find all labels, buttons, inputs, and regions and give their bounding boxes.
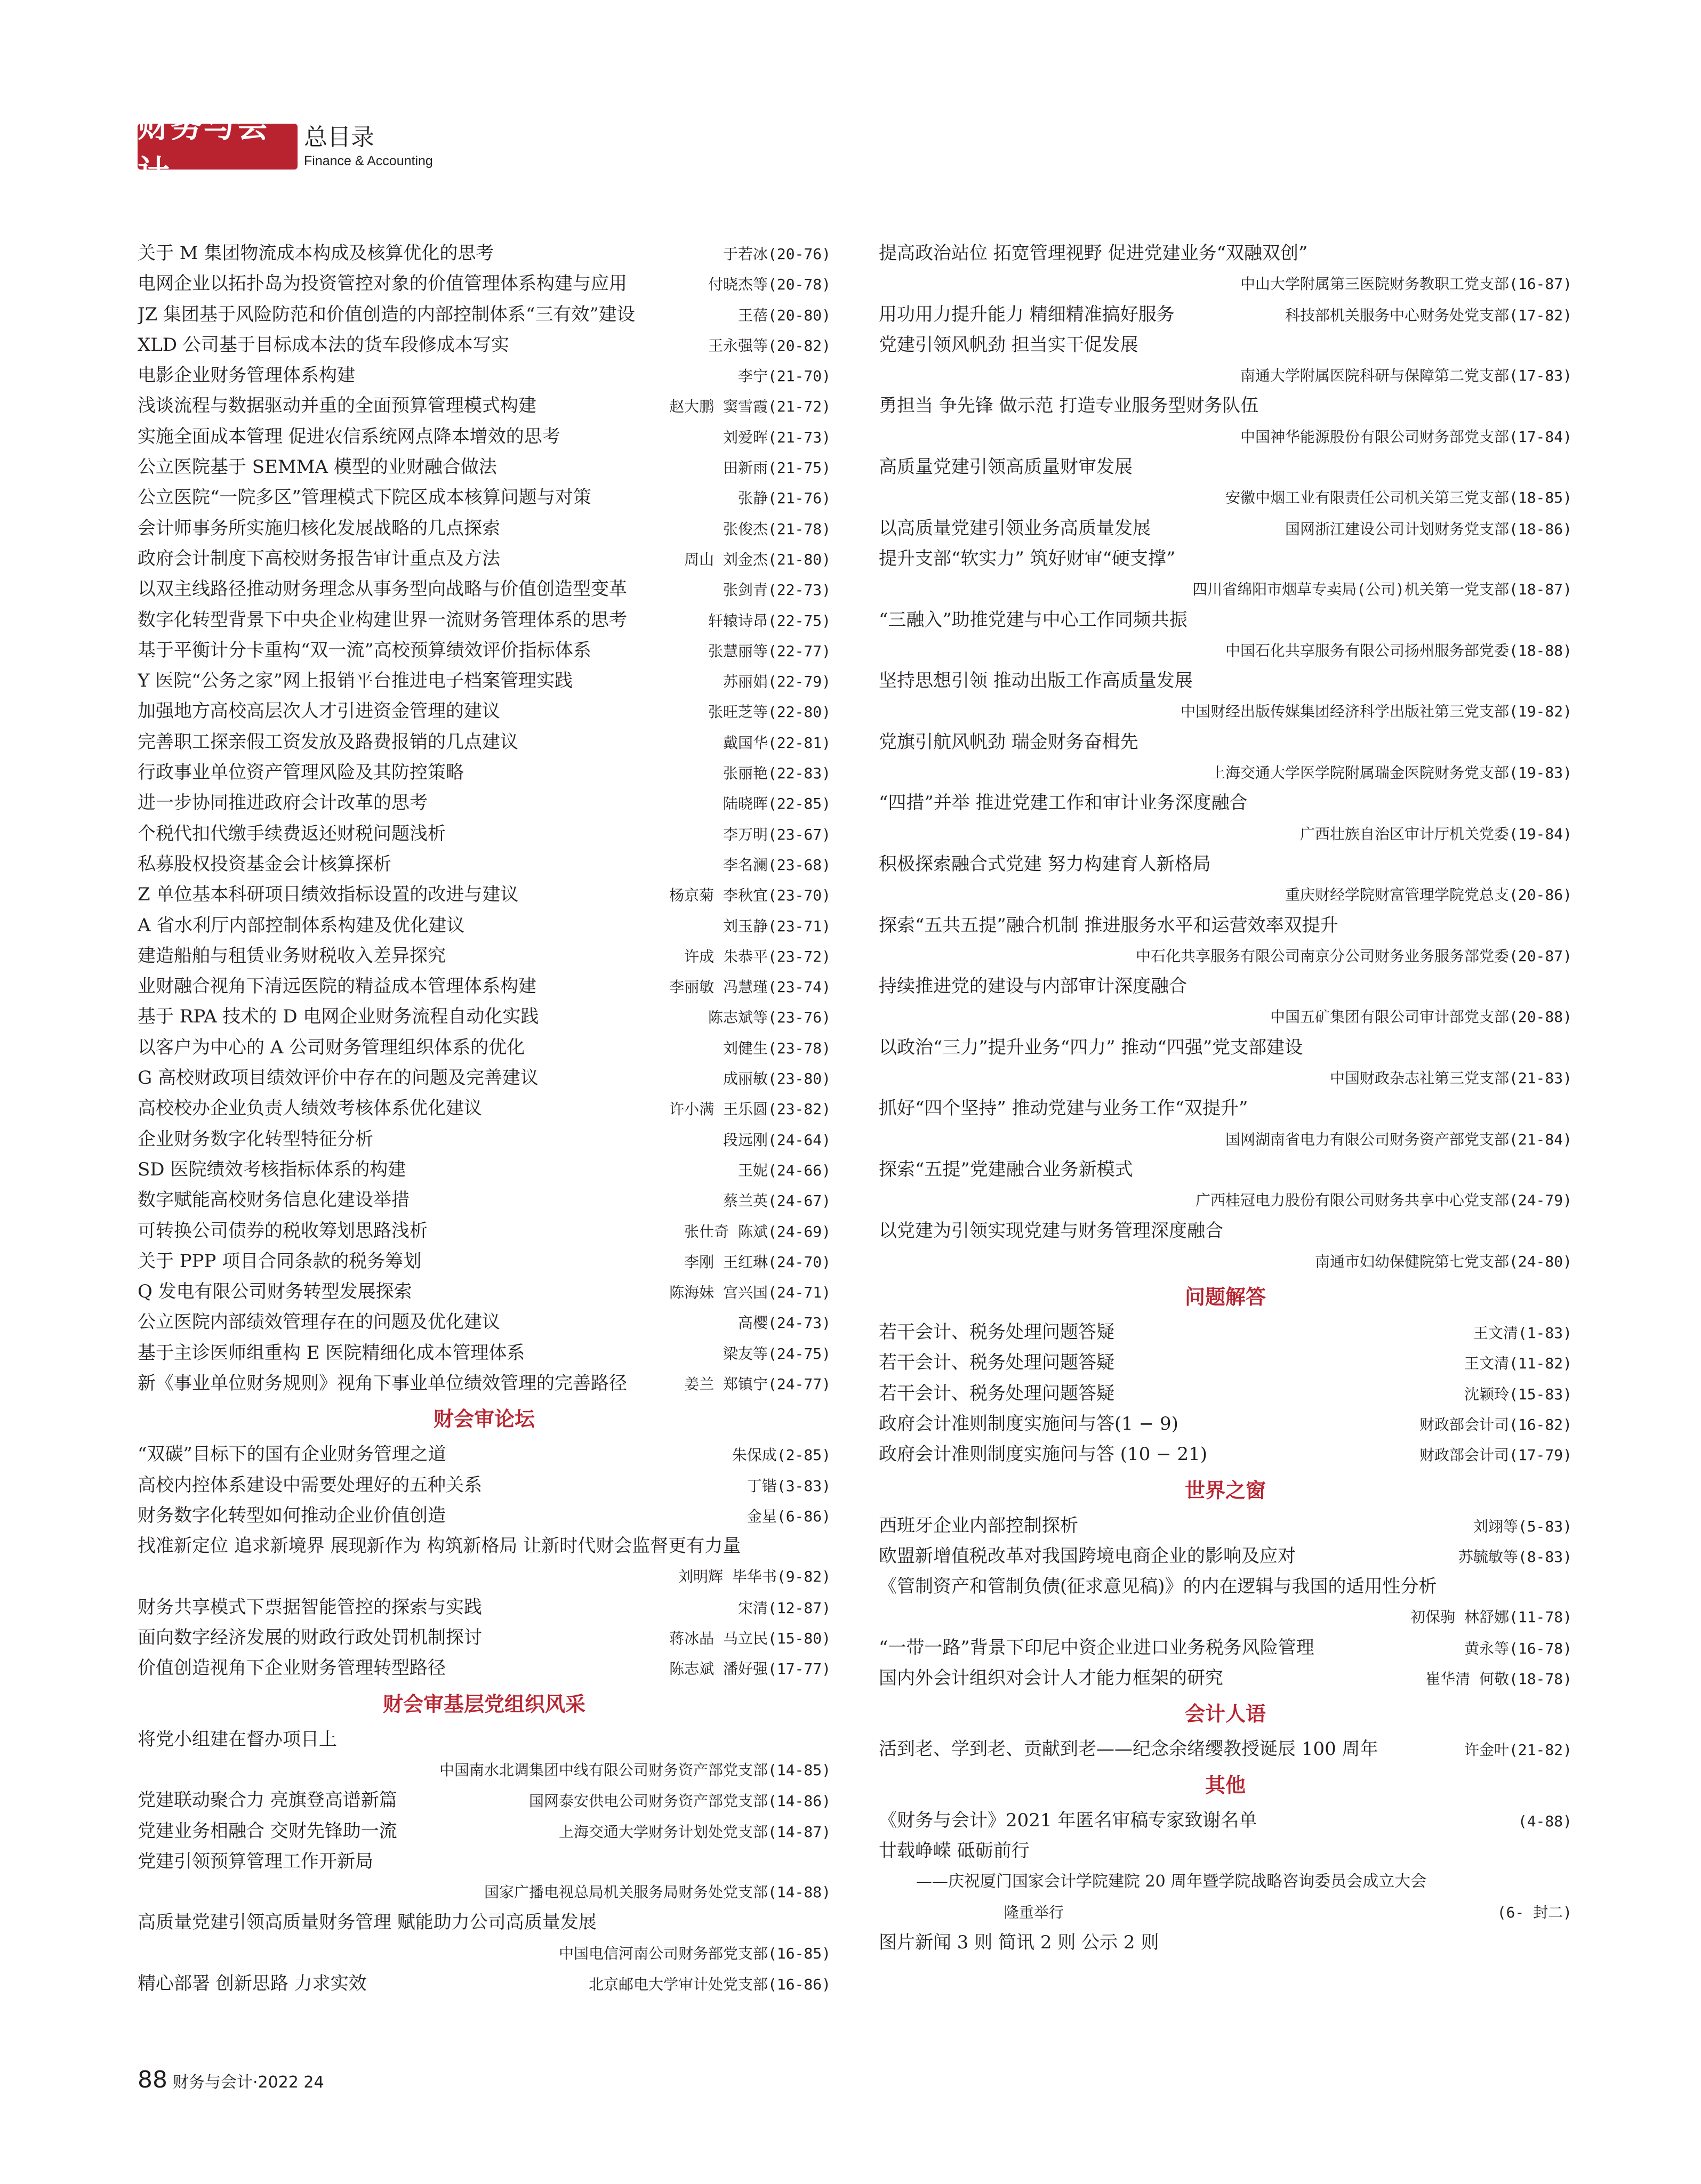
toc-entry (879, 910, 1572, 972)
toc-entry (879, 727, 1572, 788)
entry-title: Q 发电有限公司财务转型发展探索 (138, 1281, 412, 1303)
entry-title: 将党小组建在督办项目上 (138, 1728, 337, 1750)
toc-entry (138, 1277, 831, 1307)
entry-title: 以高质量党建引领业务高质量发展 (879, 517, 1151, 539)
entry-author: 中国电信河南公司财务部党支部(16-85) (558, 1944, 831, 1962)
entry-title: 数字化转型背景下中央企业构建世界一流财务管理体系的思考 (138, 609, 627, 631)
entry-title: SD 医院绩效考核指标体系的构建 (138, 1158, 406, 1180)
entry-title: 私募股权投资基金会计核算探析 (138, 853, 391, 875)
entry-author: 陆晓晖(22-85) (723, 795, 831, 813)
entry-author: 黄永等(16-78) (1464, 1639, 1572, 1657)
entry-author: 中石化共享服务有限公司南京分公司财务业务服务部党委(20-87) (1135, 947, 1572, 965)
entry-title: 价值创造视角下企业财务管理转型路径 (138, 1657, 446, 1679)
toc-entry (879, 1663, 1572, 1694)
toc-entry (879, 1409, 1572, 1439)
toc-entry (879, 1033, 1572, 1094)
entry-author: 戴国华(22-81) (723, 734, 831, 752)
toc-entry (138, 1155, 831, 1185)
entry-author: 王文清(1-83) (1473, 1324, 1572, 1342)
entry-title: 以政治“三力”提升业务“四力” 推动“四强”党支部建设 (879, 1036, 1303, 1058)
entry-title: 《财务与会计》2021 年匿名审稿专家致谢名单 (879, 1809, 1257, 1831)
entry-author: 陈海妹 宫兴国(24-71) (669, 1284, 831, 1302)
entry-title: 精心部署 创新思路 力求实效 (138, 1973, 367, 1995)
toc-entry (879, 1348, 1572, 1378)
entry-author: 国网泰安供电公司财务资产部党支部(14-86) (528, 1792, 831, 1810)
toc-entry (138, 1185, 831, 1215)
toc-entry (879, 1093, 1572, 1155)
toc-entry (138, 1785, 831, 1816)
entry-author: 科技部机关服务中心财务处党支部(17-82) (1285, 306, 1572, 324)
entry-title: 以党建为引领实现党建与财务管理深度融合 (879, 1220, 1223, 1242)
entry-author: 高樱(24-73) (737, 1314, 831, 1332)
entry-title: 加强地方高校高层次人才引进资金管理的建议 (138, 700, 500, 722)
entry-author: 财政部会计司(17-79) (1419, 1446, 1572, 1464)
section-heading: 其他 (1205, 1773, 1246, 1797)
toc-entry (138, 1907, 831, 1969)
entry-author: 沈颖玲(15-83) (1464, 1385, 1572, 1403)
entry-author: 轩辕诗昂(22-75) (708, 611, 831, 630)
entry-author: 上海交通大学财务计划处党支部(14-87) (558, 1823, 831, 1841)
toc-entry (138, 1847, 831, 1908)
entry-title: 关于 PPP 项目合同条款的税务筹划 (138, 1250, 422, 1272)
entry-author: 李宁(21-70) (737, 367, 831, 385)
entry-title: “三融入”助推党建与中心工作同频共振 (879, 609, 1188, 631)
toc-entry (138, 482, 831, 513)
toc-entry (138, 696, 831, 727)
entry-title: 企业财务数字化转型特征分析 (138, 1128, 373, 1150)
entry-title: 勇担当 争先锋 做示范 打造专业服务型财务队伍 (879, 395, 1259, 417)
section-heading: 财会审论坛 (433, 1407, 535, 1431)
entry-author: 南通大学附属医院科研与保障第二党支部(17-83) (1240, 367, 1572, 385)
entry-title: 高校校办企业负责人绩效考核体系优化建议 (138, 1098, 482, 1119)
toc-entry (138, 1592, 831, 1623)
entry-title: 用功用力提升能力 精细精准搞好服务 (879, 303, 1175, 325)
entry-title: “四措”并举 推进党建工作和审计业务深度融合 (879, 792, 1248, 814)
entry-title: 政府会计准则制度实施问与答(1 − 9) (879, 1413, 1178, 1434)
entry-author: 成丽敏(23-80) (723, 1070, 831, 1088)
entry-title: 党建业务相融合 交财先锋助一流 (138, 1820, 397, 1842)
entry-author: 四川省绵阳市烟草专卖局(公司)机关第一党支部(18-87) (1192, 581, 1572, 599)
entry-author: 陈志斌 潘好强(17-77) (669, 1660, 831, 1678)
journal-logo: 财务与会计 (138, 124, 298, 170)
entry-subtitle-row (879, 1897, 1572, 1928)
toc-entry (138, 238, 831, 269)
entry-author: 杨京菊 李秋宜(23-70) (669, 887, 831, 905)
entry-author: 广西壮族自治区审计厅机关党委(19-84) (1299, 825, 1572, 843)
entry-author: 姜兰 郑镇宁(24-77) (684, 1375, 831, 1393)
entry-title: 公立医院“一院多区”管理模式下院区成本核算问题与对策 (138, 487, 591, 509)
entry-author: 张丽艳(22-83) (723, 764, 831, 783)
entry-title: Y 医院“公务之家”网上报销平台推进电子档案管理实践 (138, 670, 573, 692)
toc-entry (138, 1969, 831, 1999)
entry-subtitle-tail: 隆重举行 (1004, 1903, 1064, 1921)
entry-author: 段远刚(24-64) (723, 1131, 831, 1149)
section-heading: 问题解答 (1184, 1285, 1266, 1309)
left-column (138, 238, 831, 1999)
entry-subtitle: ——庆祝厦门国家会计学院建院 20 周年暨学院战略咨询委员会成立大会 (916, 1872, 1427, 1891)
entry-title: 电影企业财务管理体系构建 (138, 365, 355, 386)
entry-title: XLD 公司基于目标成本法的货车段修成本写实 (138, 334, 509, 356)
entry-author: 周山 刘金杰(21-80) (684, 550, 831, 568)
toc-entry (138, 269, 831, 299)
entry-title: 政府会计准则制度实施问与答 (10 − 21) (879, 1444, 1207, 1465)
entry-title: Z 单位基本科研项目绩效指标设置的改进与建议 (138, 884, 519, 906)
toc-entry (138, 1063, 831, 1093)
toc-entry (138, 1124, 831, 1155)
toc-entry (879, 1439, 1572, 1470)
entry-title: 若干会计、税务处理问题答疑 (879, 1382, 1114, 1404)
entry-title: 图片新闻 3 则 简讯 2 则 公示 2 则 (879, 1931, 1159, 1953)
entry-title: 基于 RPA 技术的 D 电网企业财务流程自动化实践 (138, 1006, 539, 1028)
toc-entry (138, 574, 831, 605)
toc-entry (138, 819, 831, 849)
entry-title: 党建联动聚合力 亮旗登高谱新篇 (138, 1790, 397, 1811)
page-footer (138, 2066, 324, 2093)
toc-entry (138, 666, 831, 696)
toc-entry (138, 1216, 831, 1246)
entry-title: 以双主线路径推动财务理念从事务型向战略与价值创造型变革 (138, 578, 627, 600)
toc-entry (138, 513, 831, 544)
toc-entry (138, 788, 831, 818)
toc-entry (138, 1002, 831, 1032)
entry-author: 王蓓(20-80) (737, 306, 831, 324)
entry-title: 党建引领风帆劲 担当实干促发展 (879, 334, 1138, 356)
entry-title: 高校内控体系建设中需要处理好的五种关系 (138, 1474, 482, 1496)
entry-author: 丁锴(3-83) (747, 1477, 831, 1495)
entry-author: 李万明(23-67) (723, 825, 831, 843)
toc-entry (138, 1531, 831, 1592)
toc-entry (138, 727, 831, 757)
entry-author: 梁友等(24-75) (723, 1344, 831, 1363)
toc-entry (879, 452, 1572, 513)
toc-entry (138, 941, 831, 971)
toc-entry (138, 1816, 831, 1847)
toc-entry (138, 1093, 831, 1124)
toc-entry (138, 849, 831, 880)
entry-author: 中山大学附属第三医院财务教职工党支部(16-87) (1240, 275, 1572, 293)
entry-author: 张仕奇 陈斌(24-69) (684, 1222, 831, 1240)
entry-title: 新《事业单位财务规则》视角下事业单位绩效管理的完善路径 (138, 1372, 627, 1394)
entry-title: 若干会计、税务处理问题答疑 (879, 1352, 1114, 1374)
toc-entry (879, 1155, 1572, 1216)
entry-author: 中国财政杂志社第三党支部(21-83) (1329, 1069, 1572, 1087)
entry-author: 朱保成(2-85) (732, 1446, 831, 1464)
entry-title: 财务数字化转型如何推动企业价值创造 (138, 1504, 446, 1526)
entry-author: 宋清(12-87) (737, 1599, 831, 1617)
entry-title: 党旗引航风帆劲 瑞金财务奋楫先 (879, 731, 1138, 753)
entry-author: 中国南水北调集团中线有限公司财务资产部党支部(14-85) (439, 1761, 831, 1779)
toc-entry (879, 605, 1572, 666)
toc-entry (138, 391, 831, 421)
entry-author: 金星(6-86) (747, 1507, 831, 1525)
entry-title: 会计师事务所实施归核化发展战略的几点探索 (138, 517, 500, 539)
entry-title: 活到老、学到老、贡献到老——纪念余绪缨教授诞辰 100 周年 (879, 1738, 1378, 1760)
entry-title: 若干会计、税务处理问题答疑 (879, 1321, 1114, 1343)
entry-author: 北京邮电大学审计处党支部(16-86) (588, 1976, 831, 1994)
toc-entry (138, 880, 831, 910)
toc-entry (879, 1216, 1572, 1277)
toc-entry (879, 1571, 1572, 1633)
entry-title: 提升支部“软实力” 筑好财审“硬支撑” (879, 547, 1176, 569)
entry-author: 中国石化共享服务有限公司扬州服务部党委(18-88) (1225, 641, 1572, 659)
entry-title: 《管制资产和管制负债(征求意见稿)》的内在逻辑与我国的适用性分析 (879, 1576, 1437, 1598)
entry-author: 刘健生(23-78) (723, 1039, 831, 1057)
entry-title: G 高校财政项目绩效评价中存在的问题及完善建议 (138, 1067, 539, 1089)
toc-entry (879, 1317, 1572, 1348)
entry-title: 实施全面成本管理 促进农信系统网点降本增效的思考 (138, 425, 560, 447)
entry-author: 中国神华能源股份有限公司财务部党支部(17-84) (1240, 428, 1572, 446)
page-number: 88 (138, 2066, 167, 2093)
entry-author: 张旺芝等(22-80) (708, 703, 831, 721)
entry-author: 国家广播电视总局机关服务局财务处党支部(14-88) (484, 1883, 831, 1901)
entry-author: 李名澜(23-68) (723, 856, 831, 874)
toc-entry (879, 849, 1572, 910)
entry-title: 公立医院基于 SEMMA 模型的业财融合做法 (138, 456, 497, 478)
entry-author: 许金叶(21-82) (1464, 1741, 1572, 1759)
entry-title: 完善职工探亲假工资发放及路费报销的几点建议 (138, 731, 518, 753)
entry-title: 坚持思想引领 推动出版工作高质量发展 (879, 670, 1193, 692)
entry-author: (4-88) (1518, 1812, 1572, 1830)
entry-title: JZ 集团基于风险防范和价值创造的内部控制体系“三有效”建设 (138, 303, 635, 325)
toc-entry (879, 971, 1572, 1033)
entry-title: 抓好“四个坚持” 推动党建与业务工作“双提升” (879, 1098, 1248, 1119)
entry-title: 个税代扣代缴手续费返还财税问题浅析 (138, 823, 446, 844)
toc-entry (138, 971, 831, 1002)
entry-author: 蒋冰晶 马立民(15-80) (669, 1630, 831, 1648)
toc-entry (879, 1541, 1572, 1571)
entry-author: 国网浙江建设公司计划财务党支部(18-86) (1285, 520, 1572, 538)
toc-entry (138, 910, 831, 941)
toc-entry (879, 1836, 1572, 1928)
entry-author: 王妮(24-66) (737, 1161, 831, 1179)
page-subtitle: Finance & Accounting (304, 154, 433, 168)
entry-title: 高质量党建引领高质量财务管理 赋能助力公司高质量发展 (138, 1912, 597, 1933)
entry-author: 付晓杰等(20-78) (708, 276, 831, 294)
toc-entry (879, 1806, 1572, 1836)
entry-title: “一带一路”背景下印尼中资企业进口业务税务风险管理 (879, 1637, 1314, 1658)
toc-entry (138, 300, 831, 330)
entry-author: 苏毓敏等(8-83) (1458, 1548, 1572, 1566)
entry-author: 许小满 王乐圆(23-82) (669, 1100, 831, 1118)
entry-title: 基于主诊医师组重构 E 医院精细化成本管理体系 (138, 1342, 525, 1364)
right-column (879, 238, 1572, 1958)
toc-entry (879, 1928, 1572, 1958)
toc-entry (879, 1633, 1572, 1663)
toc-entry (879, 300, 1572, 330)
entry-title: “双碳”目标下的国有企业财务管理之道 (138, 1444, 446, 1465)
entry-author: 王文清(11-82) (1464, 1355, 1572, 1373)
header-text (304, 124, 433, 169)
toc-entry (138, 1246, 831, 1277)
toc-entry (138, 1307, 831, 1337)
entry-author: 赵大鹏 窦雪霞(21-72) (669, 398, 831, 416)
entry-title: 找准新定位 追求新境界 展现新作为 构筑新格局 让新时代财会监督更有力量 (138, 1535, 741, 1557)
toc-entry (879, 1511, 1572, 1541)
section-heading: 世界之窗 (1184, 1478, 1266, 1502)
entry-author: 重庆财经学院财富管理学院党总支(20-86) (1285, 886, 1572, 904)
entry-author: 李丽敏 冯慧瑾(23-74) (669, 978, 831, 996)
toc-entry (138, 1368, 831, 1399)
entry-author: 广西桂冠电力股份有限公司财务共享中心党支部(24-79) (1195, 1191, 1572, 1210)
toc-entry (138, 1470, 831, 1501)
toc-entry (138, 1033, 831, 1063)
section-heading: 财会审基层党组织风采 (382, 1692, 585, 1716)
toc-entry (138, 1724, 831, 1786)
entry-author: 王永强等(20-82) (708, 336, 831, 354)
entry-title: 国内外会计组织对会计人才能力框架的研究 (879, 1667, 1223, 1689)
page-header (138, 108, 433, 191)
entry-title: 以客户为中心的 A 公司财务管理组织体系的优化 (138, 1036, 525, 1058)
entry-author: 中国五矿集团有限公司审计部党支部(20-88) (1270, 1008, 1572, 1026)
entry-author: 南通市妇幼保健院第七党支部(24-80) (1314, 1252, 1572, 1270)
toc-entry (138, 605, 831, 635)
entry-author: 崔华清 何敬(18-78) (1425, 1670, 1572, 1688)
toc-entry (138, 1501, 831, 1531)
entry-title: 电网企业以拓扑岛为投资管控对象的价值管理体系构建与应用 (138, 273, 627, 295)
entry-author: 苏丽娟(22-79) (723, 673, 831, 691)
entry-title: 提高政治站位 拓宽管理视野 促进党建业务“双融双创” (879, 243, 1308, 264)
toc-entry (138, 1653, 831, 1683)
entry-title: 持续推进党的建设与内部审计深度融合 (879, 976, 1187, 997)
entry-author: 许成 朱恭平(23-72) (684, 947, 831, 965)
toc-entry (879, 238, 1572, 300)
entry-title: 政府会计制度下高校财务报告审计重点及方法 (138, 547, 500, 569)
entry-author: 刘明辉 毕华书(9-82) (678, 1568, 831, 1586)
entry-title: 探索“五共五提”融合机制 推进服务水平和运营效率双提升 (879, 914, 1338, 936)
toc-entry (879, 788, 1572, 849)
entry-title: 数字赋能高校财务信息化建设举措 (138, 1189, 410, 1211)
entry-author: 张俊杰(21-78) (723, 520, 831, 538)
journal-issue: 财务与会计·2022 24 (173, 2073, 324, 2092)
entry-author: 张静(21-76) (737, 489, 831, 507)
toc-entry (879, 666, 1572, 727)
section-heading: 会计人语 (1184, 1702, 1266, 1726)
toc-entry (879, 1734, 1572, 1764)
toc-entry (879, 1379, 1572, 1409)
entry-author: 安徽中烟工业有限责任公司机关第三党支部(18-85) (1225, 489, 1572, 507)
toc-entry (138, 544, 831, 574)
toc-entry (879, 391, 1572, 452)
entry-title: 进一步协同推进政府会计改革的思考 (138, 792, 428, 814)
entry-author: 刘爱晖(21-73) (723, 428, 831, 446)
entry-title: 可转换公司债券的税收筹划思路浅析 (138, 1220, 428, 1242)
page-title: 总目录 (304, 124, 374, 151)
entry-title: 面向数字经济发展的财政行政处罚机制探讨 (138, 1627, 482, 1649)
entry-author: 国网湖南省电力有限公司财务资产部党支部(21-84) (1225, 1130, 1572, 1148)
entry-title: 积极探索融合式党建 努力构建育人新格局 (879, 853, 1211, 875)
entry-title: 财务共享模式下票据智能管控的探索与实践 (138, 1596, 482, 1618)
entry-title: 基于平衡计分卡重构“双一流”高校预算绩效评价指标体系 (138, 639, 591, 661)
toc-entry (138, 635, 831, 666)
entry-title: 业财融合视角下清远医院的精益成本管理体系构建 (138, 976, 536, 997)
entry-title: 探索“五提”党建融合业务新模式 (879, 1158, 1133, 1180)
toc-entry (138, 1338, 831, 1368)
entry-author: 初保驹 林舒娜(11-78) (1410, 1608, 1572, 1626)
entry-author: 田新雨(21-75) (723, 459, 831, 477)
toc-entry (879, 330, 1572, 391)
entry-author: 中国财经出版传媒集团经济科学出版社第三党支部(19-82) (1180, 703, 1572, 721)
entry-author: (6- 封二) (1497, 1903, 1572, 1921)
toc-entry (138, 360, 831, 391)
toc-entry (138, 757, 831, 788)
entry-title: 关于 M 集团物流成本构成及核算优化的思考 (138, 243, 494, 264)
entry-author: 张慧丽等(22-77) (708, 642, 831, 660)
toc-entry (138, 1439, 831, 1470)
entry-title: 党建引领预算管理工作开新局 (138, 1850, 373, 1872)
entry-author: 财政部会计司(16-82) (1419, 1415, 1572, 1433)
toc-entry (138, 452, 831, 482)
entry-title: 欧盟新增值税改革对我国跨境电商企业的影响及应对 (879, 1545, 1296, 1567)
entry-author: 蔡兰英(24-67) (723, 1192, 831, 1210)
entry-author: 李刚 王红琳(24-70) (684, 1253, 831, 1271)
entry-title: 行政事业单位资产管理风险及其防控策略 (138, 762, 464, 784)
entry-title: 建造船舶与租赁业务财税收入差异探究 (138, 945, 446, 966)
toc-entry (879, 513, 1572, 544)
entry-author: 张剑青(22-73) (723, 581, 831, 599)
entry-title: A 省水利厅内部控制体系构建及优化建议 (138, 914, 465, 936)
toc-entry (138, 1623, 831, 1653)
entry-title: 西班牙企业内部控制探析 (879, 1514, 1078, 1536)
toc-entry (138, 422, 831, 452)
entry-author: 于若冰(20-76) (723, 245, 831, 263)
entry-title: 高质量党建引领高质量财审发展 (879, 456, 1133, 478)
entry-title: 公立医院内部绩效管理存在的问题及优化建议 (138, 1311, 500, 1333)
entry-author: 陈志斌等(23-76) (708, 1009, 831, 1027)
entry-author: 刘翊等(5-83) (1473, 1517, 1572, 1535)
entry-author: 刘玉静(23-71) (723, 917, 831, 935)
toc-entry (138, 330, 831, 360)
entry-author: 上海交通大学医学院附属瑞金医院财务党支部(19-83) (1210, 764, 1572, 782)
entry-title: 廿载峥嵘 砥砺前行 (879, 1840, 1030, 1861)
toc-entry (879, 544, 1572, 605)
entry-title: 浅谈流程与数据驱动并重的全面预算管理模式构建 (138, 395, 536, 417)
